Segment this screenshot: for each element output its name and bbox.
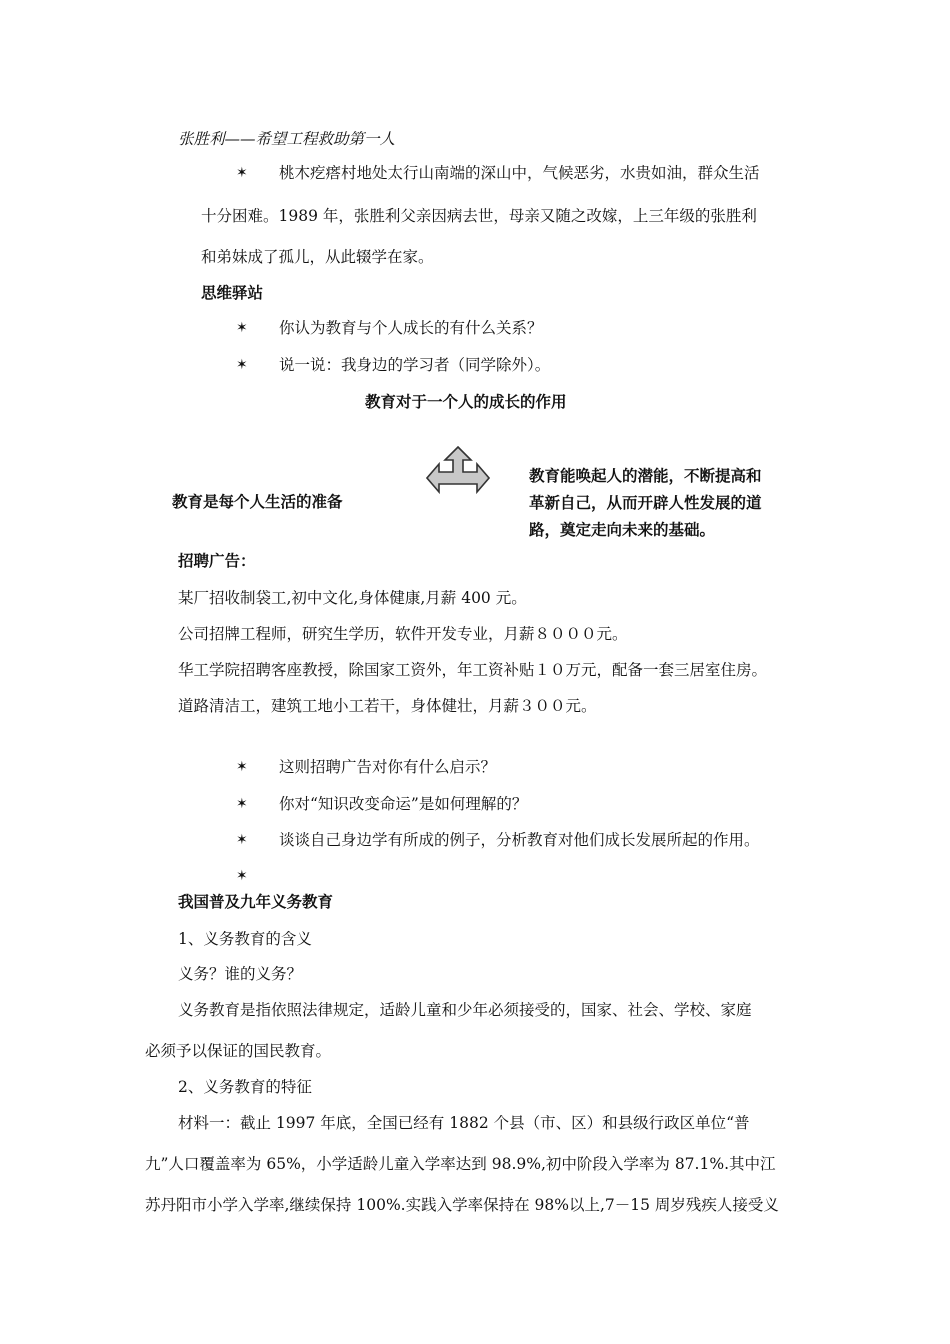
ad-line-3: 华工学院招聘客座教授，除国家工资外，年工资补贴１０万元，配备一套三居室住房。 bbox=[178, 661, 768, 679]
definition-line-2: 必须予以保证的国民教育。 bbox=[145, 1042, 332, 1060]
bullet-star-icon: ✶ bbox=[236, 320, 248, 336]
question-whose-duty: 义务？谁的义务？ bbox=[178, 965, 303, 983]
ad-question-2: 你对“知识改变命运”是如何理解的？ bbox=[279, 795, 528, 813]
thinking-question-1: 你认为教育与个人成长的有什么关系？ bbox=[279, 319, 543, 337]
ad-question-3: 谈谈自己身边学有所成的例子，分析教育对他们成长发展所起的作用。 bbox=[279, 831, 760, 849]
ad-line-2: 公司招牌工程师，研究生学历，软件开发专业，月薪８０００元。 bbox=[178, 625, 628, 643]
diagram-right-text bbox=[529, 463, 819, 544]
story-line-3: 和弟妹成了孤儿，从此辍学在家。 bbox=[201, 248, 434, 266]
diagram-right-line: 路，奠定走向未来的基础。 bbox=[529, 521, 716, 539]
subheading-meaning: 1、义务教育的含义 bbox=[178, 930, 312, 948]
thinking-question-2: 说一说：我身边的学习者（同学除外）。 bbox=[279, 356, 551, 374]
story-title: 张胜利——希望工程救助第一人 bbox=[178, 130, 396, 148]
material-line-1: 材料一：截止 1997 年底，全国已经有 1882 个县（市、区）和县级行政区单位“普 bbox=[178, 1114, 750, 1132]
bullet-star-icon: ✶ bbox=[236, 832, 248, 848]
ad-line-1: 某厂招收制袋工,初中文化,身体健康,月薪 400 元。 bbox=[178, 589, 527, 607]
definition-line-1: 义务教育是指依照法律规定，适龄儿童和少年必须接受的，国家、社会、学校、家庭 bbox=[178, 1001, 752, 1019]
diagram-title: 教育对于一个人的成长的作用 bbox=[365, 393, 567, 411]
compulsory-education-heading: 我国普及九年义务教育 bbox=[178, 893, 334, 911]
diagram-left-text: 教育是每个人生活的准备 bbox=[172, 493, 343, 511]
three-way-arrow-icon bbox=[426, 446, 490, 498]
material-line-3: 苏丹阳市小学入学率,继续保持 100%.实践入学率保持在 98%以上,7－15 周岁残疾人接受义 bbox=[145, 1196, 779, 1214]
ad-question-1: 这则招聘广告对你有什么启示？ bbox=[279, 758, 497, 776]
ad-line-4: 道路清洁工，建筑工地小工若干，身体健壮，月薪３００元。 bbox=[178, 697, 597, 715]
bullet-star-icon: ✶ bbox=[236, 796, 248, 812]
material-line-2: 九”人口覆盖率为 65%，小学适龄儿童入学率达到 98.9%,初中阶段入学率为 87.1%.其中江 bbox=[145, 1155, 776, 1173]
bullet-star-icon: ✶ bbox=[236, 357, 248, 373]
story-line-2: 十分困难。1989 年，张胜利父亲因病去世，母亲又随之改嫁，上三年级的张胜利 bbox=[201, 207, 757, 225]
recruitment-heading: 招聘广告： bbox=[178, 552, 256, 570]
thinking-station-heading: 思维驿站 bbox=[201, 284, 264, 302]
bullet-star-icon: ✶ bbox=[236, 165, 248, 181]
story-line-1: 桃木疙瘩村地处太行山南端的深山中，气候恶劣，水贵如油，群众生活 bbox=[279, 164, 760, 182]
diagram-right-line: 革新自己，从而开辟人性发展的道 bbox=[529, 494, 762, 512]
subheading-features: 2、义务教育的特征 bbox=[178, 1078, 312, 1096]
diagram-right-line: 教育能唤起人的潜能，不断提高和 bbox=[529, 467, 762, 485]
bullet-star-icon: ✶ bbox=[236, 759, 248, 775]
bullet-star-icon: ✶ bbox=[236, 868, 248, 884]
